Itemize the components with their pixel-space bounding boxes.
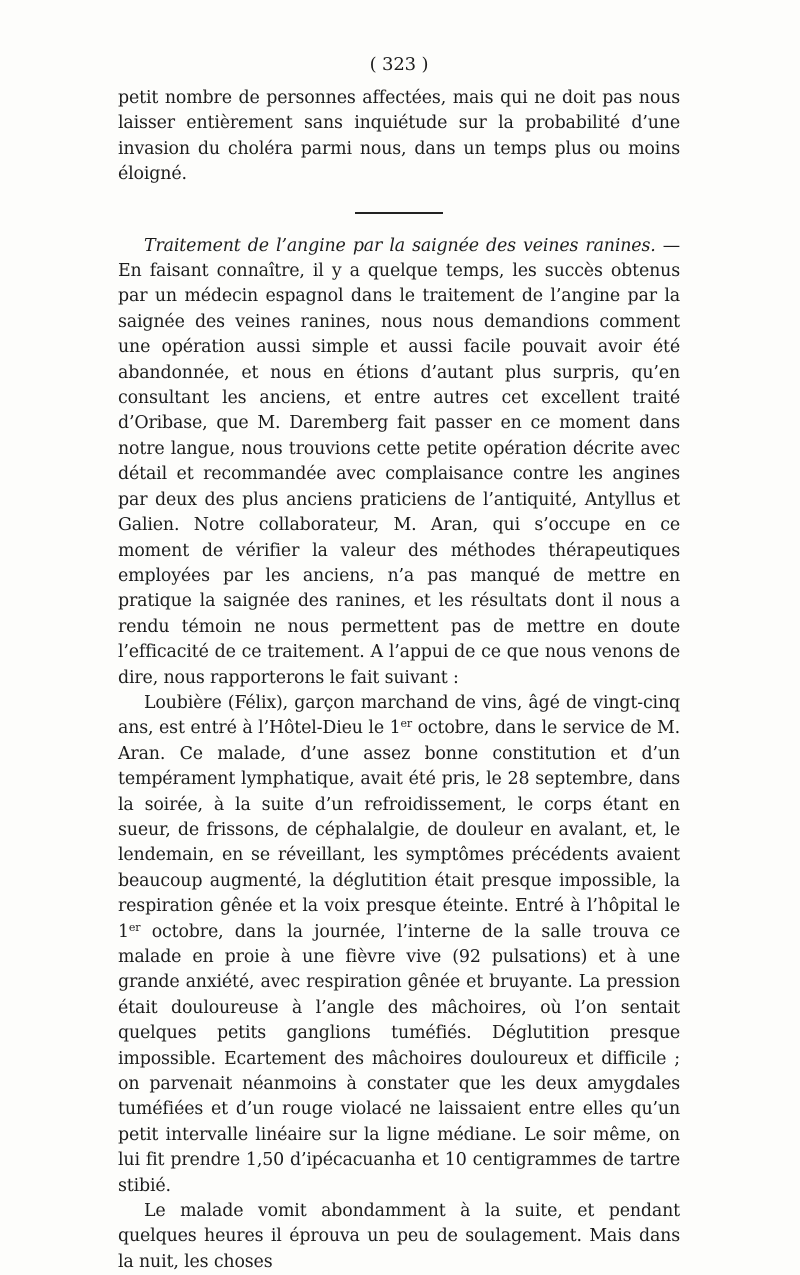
section-divider [355, 212, 443, 214]
case-paragraph [118, 691, 680, 1199]
case-text-2: octobre, dans le service de M. Aran. Ce malade, d’une assez bonne constitution et d’un tempérament lymphatique, avait été pris, le 28 septembre, dans la soirée, à la suite d’un refroidissement, le corps étant en sueur, de frissons, de céphalalgie, de douleur en avalant, et, le lendemain, en se réveillant, les symptômes précédents avaient beaucoup augmenté, la déglutition était presque impossible, la respiration gênée et la voix presque éteinte. Entré à l’hôpital le 1 [118, 718, 680, 942]
superscript-er-1: er [400, 717, 412, 731]
intro-paragraph: petit nombre de personnes affectées, mais qui ne doit pas nous laisser entièrement sans inquiétude sur la probabilité d’une invasion du choléra parmi nous, dans un temps plus ou moins éloigné. [118, 88, 680, 185]
book-page [118, 52, 680, 1275]
page-number: ( 323 ) [369, 54, 429, 75]
case-text-3: octobre, dans la journée, l’interne de la salle trouva ce malade en proie à une fièvre vive (92 pulsations) et à une grande anxiété, avec respiration gênée et bruyante. La pression était douloureuse à l’angle des mâchoires, où l’on sentait quelques petits ganglions tuméfiés. Déglutition presque impossible. Ecartement des mâchoires douloureux et difficile ; on parvenait néanmoins à constater que les deux amygdales tuméfiées et d’un rouge violacé ne laissaient entre elles qu’un petit intervalle linéaire sur la ligne médiane. Le soir même, on lui fit prendre 1,50 d’ipécacuanha et 10 centigrammes de tartre stibié. [118, 921, 680, 1196]
section-text: —En faisant connaître, il y a quelque temps, les succès obtenus par un médecin espagnol dans le traitement de l’angine par la saignée des veines ranines, nous nous demandions comment une opération aussi simple et aussi facile pouvait avoir été abandonnée, et nous en étions d’autant plus surpris, qu’en consultant les anciens, et entre autres cet excellent traité d’Oribase, que M. Daremberg fait passer en ce moment dans notre langue, nous trouvions cette petite opération décrite avec détail et recommandée avec complaisance contre les angines par deux des plus anciens praticiens de l’antiquité, Antyllus et Galien. Notre collaborateur, M. Aran, qui s’occupe en ce moment de vérifier la valeur des méthodes thérapeutiques employées par les anciens, n’a pas manqué de mettre en pratique la saignée des ranines, et les résultats dont il nous a rendu témoin ne nous permettent pas de mettre en doute l’efficacité de ce traitement. A l’appui de ce que nous venons de dire, nous rapporterons le fait suivant : [118, 235, 680, 688]
case-text-1: Loubière (Félix), garçon marchand de vins, âgé de vingt-cinq ans, est entré à l’Hôtel-Dieu le 1 [118, 692, 680, 739]
superscript-er-2: er [128, 920, 141, 934]
last-paragraph: Le malade vomit abondamment à la suite, et pendant quelques heures il éprouva un peu de soulagement. Mais dans la nuit, les choses [118, 1201, 680, 1272]
section-title: Traitement de l’angine par la saignée des veines ranines. [144, 235, 656, 256]
section-paragraph [118, 234, 680, 691]
